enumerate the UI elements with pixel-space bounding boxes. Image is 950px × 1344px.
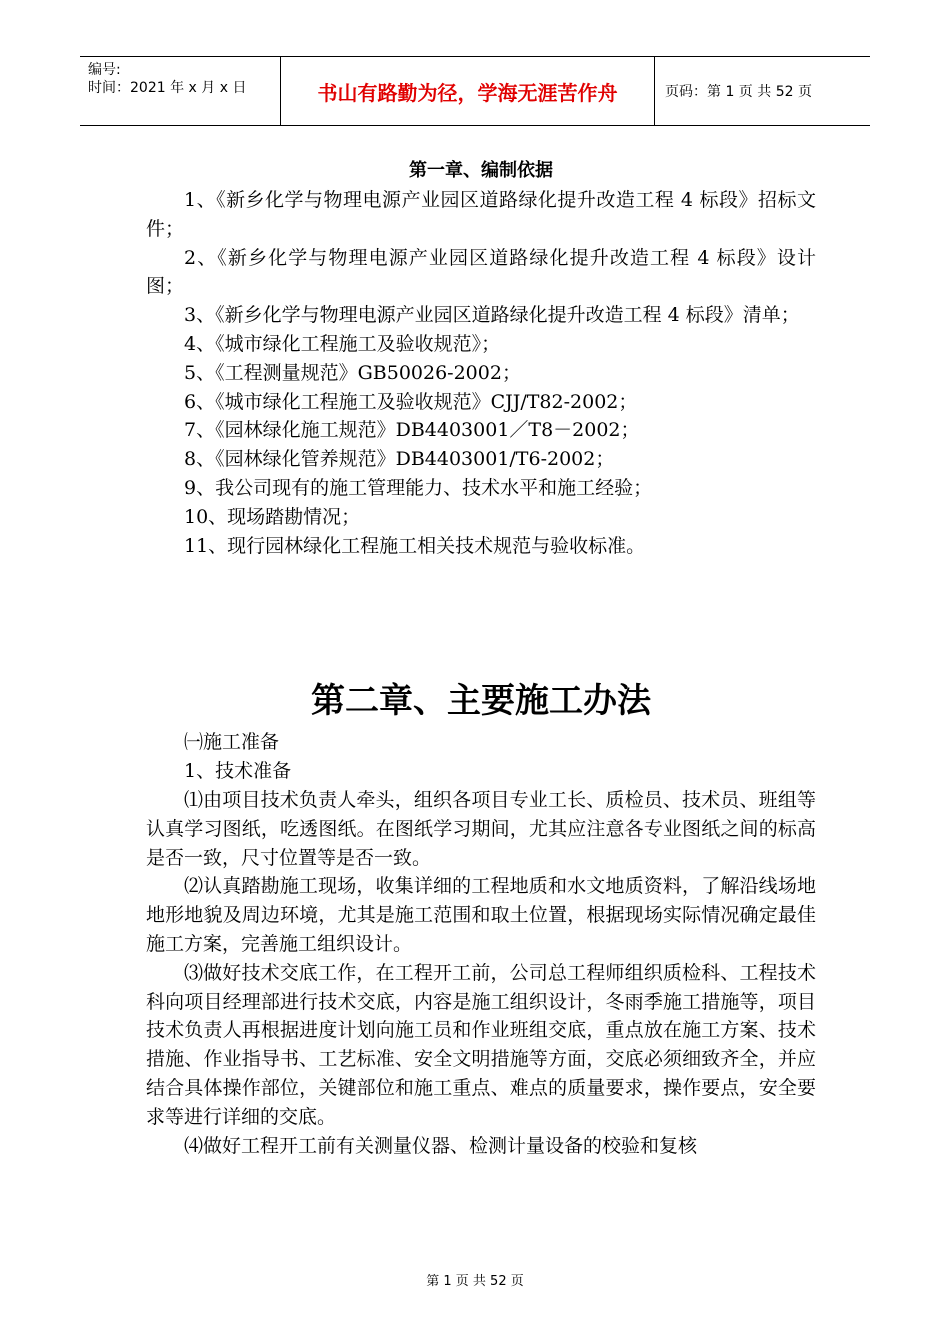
- header-page-info: 页码：第 1 页 共 52 页: [665, 84, 812, 100]
- chapter1-title: 第一章、编制依据: [409, 160, 553, 181]
- list-item: 4、《城市绿化工程施工及验收规范》；: [184, 332, 501, 355]
- list-item: 6、《城市绿化工程施工及验收规范》CJJ/T82-2002；: [184, 390, 638, 413]
- chapter2-title: 第二章、主要施工办法: [311, 681, 651, 722]
- list-item: 1、《新乡化学与物理电源产业园区道路绿化提升改造工程 4 标段》招标文件；: [146, 189, 816, 240]
- subsection-heading: 1、技术准备: [184, 760, 292, 783]
- document-date: 时间：2021 年 x 月 x 日: [88, 80, 247, 96]
- page-footer: 第 1 页 共 52 页: [426, 1274, 524, 1289]
- header-meta: [80, 57, 281, 125]
- list-item: 7、《园林绿化施工规范》DB4403001／T8－2002；: [184, 419, 640, 442]
- section-gap: [146, 560, 816, 676]
- list-item: 5、《工程测量规范》GB50026-2002；: [184, 361, 521, 384]
- document-number-label: 编号:: [88, 62, 121, 78]
- body-paragraph: ⑴由项目技术负责人牵头，组织各项目专业工长、质检员、技术员、班组等认真学习图纸，吃透图纸。在图纸学习期间，尤其应注意各专业图纸之间的标高是否一致，尺寸位置等是否一致。: [146, 788, 816, 869]
- body-paragraph: ⑵认真踏勘施工现场，收集详细的工程地质和水文地质资料，了解沿线场地地形地貌及周边环境，尤其是施工范围和取土位置，根据现场实际情况确定最佳施工方案，完善施工组织设计。: [146, 875, 816, 955]
- body-paragraph: ⑷做好工程开工前有关测量仪器、检测计量设备的校验和复核: [184, 1134, 698, 1157]
- document-body: [146, 156, 816, 1160]
- chapter2-body: [146, 728, 816, 1160]
- body-paragraph: ⑶做好技术交底工作，在工程开工前，公司总工程师组织质检科、工程技术科向项目经理部进行技术交底，内容是施工组织设计，冬雨季施工措施等，项目技术负责人再根据进度计划向施工员和作业班组交底，重点放在施工方案、技术措施、作业指导书、工艺标准、安全文明措施等方面，交底必须细致齐全，并应结合具体操作部位，关键部位和施工重点、难点的质量要求，操作要点，安全要求等进行详细的交底。: [146, 961, 816, 1128]
- list-item: 8、《园林绿化管养规范》DB4403001/T6-2002；: [184, 448, 615, 471]
- header-motto: 书山有路勤为径，学海无涯苦作舟: [281, 57, 655, 125]
- section-heading: ㈠施工准备: [184, 731, 280, 754]
- list-item: 10、现场踏勘情况；: [184, 505, 361, 528]
- page-header: [80, 56, 870, 126]
- list-item: 2、《新乡化学与物理电源产业园区道路绿化提升改造工程 4 标段》设计图；: [146, 246, 816, 298]
- list-item: 11、现行园林绿化工程施工相关技术规范与验收标准。: [184, 534, 646, 557]
- list-item: 9、我公司现有的施工管理能力、技术水平和施工经验；: [184, 476, 653, 499]
- list-item: 3、《新乡化学与物理电源产业园区道路绿化提升改造工程 4 标段》清单；: [184, 304, 800, 327]
- chapter1-list: [146, 186, 816, 560]
